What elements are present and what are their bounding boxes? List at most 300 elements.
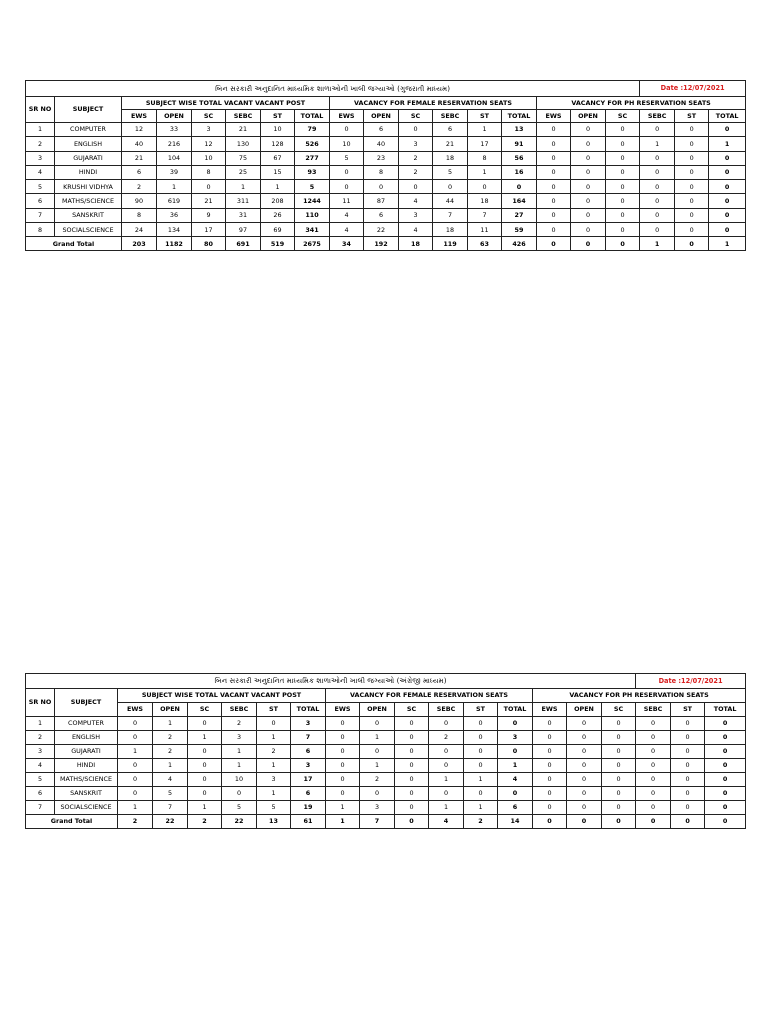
value-cell: 0 xyxy=(606,123,640,137)
subject-header: SUBJECT xyxy=(55,97,122,123)
table-row xyxy=(26,787,746,801)
value-cell: 1 xyxy=(468,123,502,137)
value-cell: 0 xyxy=(602,759,636,773)
value-cell: 31 xyxy=(226,208,261,222)
column-header-total: TOTAL xyxy=(295,110,330,123)
value-cell: 1 xyxy=(464,801,498,815)
total-cell: 91 xyxy=(502,137,537,151)
column-header-row xyxy=(26,703,746,717)
value-cell: 311 xyxy=(226,194,261,208)
value-cell: 0 xyxy=(257,717,291,731)
value-cell: 0 xyxy=(468,180,502,194)
table-row xyxy=(26,137,746,151)
grand-total-cell: 2675 xyxy=(295,237,330,251)
value-cell: 0 xyxy=(671,773,705,787)
grand-total-cell: 691 xyxy=(226,237,261,251)
value-cell: 0 xyxy=(636,759,671,773)
value-cell: 1 xyxy=(464,773,498,787)
grand-total-cell: 22 xyxy=(153,815,188,829)
value-cell: 0 xyxy=(533,717,567,731)
value-cell: 0 xyxy=(671,759,705,773)
column-header-sc: SC xyxy=(395,703,429,717)
sr-no-header: SR NO xyxy=(26,689,55,717)
grand-total-cell: 1182 xyxy=(157,237,192,251)
value-cell: 1 xyxy=(222,745,257,759)
value-cell: 0 xyxy=(188,759,222,773)
value-cell: 1 xyxy=(360,731,395,745)
total-cell: 27 xyxy=(502,208,537,222)
value-cell: 0 xyxy=(671,801,705,815)
value-cell: 3 xyxy=(399,208,433,222)
value-cell: 0 xyxy=(675,137,709,151)
grand-total-cell: 2 xyxy=(118,815,153,829)
value-cell: 0 xyxy=(567,787,602,801)
table-row xyxy=(26,180,746,194)
value-cell: 8 xyxy=(192,165,226,179)
column-header-sebc: SEBC xyxy=(640,110,675,123)
value-cell: 0 xyxy=(567,717,602,731)
column-header-total: TOTAL xyxy=(709,110,746,123)
grand-total-cell: 0 xyxy=(571,237,606,251)
sr-no-cell: 7 xyxy=(26,208,55,222)
grand-total-cell: 0 xyxy=(675,237,709,251)
value-cell: 21 xyxy=(226,123,261,137)
subject-cell: ENGLISH xyxy=(55,731,118,745)
total-cell: 4 xyxy=(498,773,533,787)
value-cell: 134 xyxy=(157,223,192,237)
value-cell: 4 xyxy=(399,223,433,237)
value-cell: 17 xyxy=(192,223,226,237)
value-cell: 2 xyxy=(399,151,433,165)
sr-no-cell: 2 xyxy=(26,137,55,151)
value-cell: 0 xyxy=(675,208,709,222)
value-cell: 0 xyxy=(602,717,636,731)
value-cell: 0 xyxy=(606,194,640,208)
value-cell: 0 xyxy=(640,151,675,165)
value-cell: 12 xyxy=(122,123,157,137)
value-cell: 5 xyxy=(153,787,188,801)
total-cell: 277 xyxy=(295,151,330,165)
table-row xyxy=(26,731,746,745)
grand-total-cell: 192 xyxy=(364,237,399,251)
value-cell: 0 xyxy=(602,801,636,815)
total-cell: 19 xyxy=(291,801,326,815)
column-header-ews: EWS xyxy=(330,110,364,123)
value-cell: 6 xyxy=(433,123,468,137)
value-cell: 0 xyxy=(464,787,498,801)
value-cell: 0 xyxy=(640,194,675,208)
value-cell: 1 xyxy=(118,801,153,815)
grand-total-cell: 7 xyxy=(360,815,395,829)
value-cell: 0 xyxy=(118,773,153,787)
report-date: Date :12/07/2021 xyxy=(636,674,746,689)
value-cell: 69 xyxy=(261,223,295,237)
value-cell: 1 xyxy=(188,731,222,745)
total-cell: 0 xyxy=(705,773,746,787)
total-cell: 79 xyxy=(295,123,330,137)
table-row xyxy=(26,801,746,815)
value-cell: 2 xyxy=(153,731,188,745)
column-header-sc: SC xyxy=(602,703,636,717)
value-cell: 0 xyxy=(395,731,429,745)
value-cell: 0 xyxy=(636,717,671,731)
value-cell: 21 xyxy=(122,151,157,165)
value-cell: 0 xyxy=(326,717,360,731)
value-cell: 2 xyxy=(399,165,433,179)
value-cell: 0 xyxy=(671,745,705,759)
subject-cell: COMPUTER xyxy=(55,717,118,731)
grand-total-cell: 0 xyxy=(395,815,429,829)
value-cell: 0 xyxy=(533,773,567,787)
column-header-total: TOTAL xyxy=(502,110,537,123)
value-cell: 0 xyxy=(533,787,567,801)
total-cell: 56 xyxy=(502,151,537,165)
total-cell: 0 xyxy=(705,717,746,731)
subject-cell: HINDI xyxy=(55,165,122,179)
total-cell: 7 xyxy=(291,731,326,745)
subject-cell: GUJARATI xyxy=(55,745,118,759)
value-cell: 40 xyxy=(364,137,399,151)
value-cell: 18 xyxy=(433,151,468,165)
value-cell: 0 xyxy=(571,137,606,151)
value-cell: 1 xyxy=(360,759,395,773)
value-cell: 15 xyxy=(261,165,295,179)
column-header-sebc: SEBC xyxy=(433,110,468,123)
value-cell: 75 xyxy=(226,151,261,165)
column-header-row xyxy=(26,110,746,123)
value-cell: 23 xyxy=(364,151,399,165)
table-row xyxy=(26,151,746,165)
value-cell: 9 xyxy=(192,208,226,222)
column-header-sc: SC xyxy=(188,703,222,717)
value-cell: 1 xyxy=(640,137,675,151)
column-header-open: OPEN xyxy=(157,110,192,123)
value-cell: 0 xyxy=(636,731,671,745)
value-cell: 0 xyxy=(675,151,709,165)
total-cell: 3 xyxy=(291,717,326,731)
grand-total-row xyxy=(26,815,746,829)
subject-cell: GUJARATI xyxy=(55,151,122,165)
value-cell: 128 xyxy=(261,137,295,151)
value-cell: 0 xyxy=(571,208,606,222)
column-header-sebc: SEBC xyxy=(636,703,671,717)
value-cell: 1 xyxy=(188,801,222,815)
value-cell: 0 xyxy=(360,717,395,731)
sr-no-cell: 4 xyxy=(26,759,55,773)
column-header-ews: EWS xyxy=(122,110,157,123)
value-cell: 4 xyxy=(330,223,364,237)
value-cell: 6 xyxy=(364,123,399,137)
group-header-female: VACANCY FOR FEMALE RESERVATION SEATS xyxy=(326,689,533,703)
column-header-sebc: SEBC xyxy=(222,703,257,717)
vacancy-table-gujarati-medium xyxy=(25,80,746,251)
grand-total-cell: 34 xyxy=(330,237,364,251)
table-row xyxy=(26,745,746,759)
value-cell: 0 xyxy=(395,773,429,787)
value-cell: 2 xyxy=(257,745,291,759)
column-header-sebc: SEBC xyxy=(429,703,464,717)
table-row xyxy=(26,123,746,137)
total-cell: 341 xyxy=(295,223,330,237)
value-cell: 10 xyxy=(222,773,257,787)
value-cell: 0 xyxy=(571,223,606,237)
column-header-open: OPEN xyxy=(360,703,395,717)
value-cell: 1 xyxy=(118,745,153,759)
value-cell: 0 xyxy=(429,787,464,801)
value-cell: 44 xyxy=(433,194,468,208)
value-cell: 0 xyxy=(118,787,153,801)
value-cell: 67 xyxy=(261,151,295,165)
sr-no-header: SR NO xyxy=(26,97,55,123)
total-cell: 0 xyxy=(709,123,746,137)
value-cell: 1 xyxy=(326,801,360,815)
subject-cell: SANSKRIT xyxy=(55,208,122,222)
value-cell: 0 xyxy=(640,180,675,194)
value-cell: 17 xyxy=(468,137,502,151)
value-cell: 10 xyxy=(192,151,226,165)
value-cell: 0 xyxy=(433,180,468,194)
value-cell: 11 xyxy=(468,223,502,237)
value-cell: 0 xyxy=(360,787,395,801)
value-cell: 0 xyxy=(675,180,709,194)
sr-no-cell: 3 xyxy=(26,745,55,759)
value-cell: 3 xyxy=(399,137,433,151)
total-cell: 0 xyxy=(709,208,746,222)
table-row xyxy=(26,165,746,179)
value-cell: 5 xyxy=(330,151,364,165)
value-cell: 3 xyxy=(222,731,257,745)
grand-total-cell: 0 xyxy=(636,815,671,829)
vacancy-table-english-medium xyxy=(25,673,746,829)
value-cell: 6 xyxy=(122,165,157,179)
value-cell: 0 xyxy=(606,137,640,151)
total-cell: 6 xyxy=(291,787,326,801)
table-title: બિન સરકારી અનુદાનિત માધ્યમિક શાળાઓની ખાલી જગ્યાઓ (ગુજરાતી માધ્યમ) xyxy=(26,81,640,97)
total-cell: 3 xyxy=(291,759,326,773)
value-cell: 0 xyxy=(188,745,222,759)
value-cell: 0 xyxy=(636,745,671,759)
value-cell: 0 xyxy=(671,787,705,801)
value-cell: 7 xyxy=(153,801,188,815)
value-cell: 1 xyxy=(257,731,291,745)
total-cell: 164 xyxy=(502,194,537,208)
value-cell: 0 xyxy=(399,123,433,137)
value-cell: 24 xyxy=(122,223,157,237)
value-cell: 1 xyxy=(222,759,257,773)
column-header-sebc: SEBC xyxy=(226,110,261,123)
grand-total-cell: 2 xyxy=(188,815,222,829)
value-cell: 90 xyxy=(122,194,157,208)
subject-cell: MATHS/SCIENCE xyxy=(55,194,122,208)
value-cell: 21 xyxy=(192,194,226,208)
total-cell: 1 xyxy=(498,759,533,773)
grand-total-cell: 2 xyxy=(464,815,498,829)
value-cell: 0 xyxy=(326,787,360,801)
value-cell: 0 xyxy=(326,745,360,759)
value-cell: 0 xyxy=(567,801,602,815)
grand-total-cell: 1 xyxy=(326,815,360,829)
value-cell: 0 xyxy=(537,123,571,137)
grand-total-cell: 426 xyxy=(502,237,537,251)
value-cell: 0 xyxy=(395,801,429,815)
value-cell: 0 xyxy=(537,223,571,237)
value-cell: 0 xyxy=(537,137,571,151)
value-cell: 1 xyxy=(153,759,188,773)
value-cell: 1 xyxy=(226,180,261,194)
group-header-female: VACANCY FOR FEMALE RESERVATION SEATS xyxy=(330,97,537,110)
value-cell: 2 xyxy=(222,717,257,731)
value-cell: 8 xyxy=(364,165,399,179)
value-cell: 0 xyxy=(636,801,671,815)
value-cell: 5 xyxy=(222,801,257,815)
value-cell: 0 xyxy=(533,731,567,745)
value-cell: 39 xyxy=(157,165,192,179)
value-cell: 0 xyxy=(606,180,640,194)
value-cell: 0 xyxy=(675,123,709,137)
total-cell: 0 xyxy=(709,194,746,208)
value-cell: 11 xyxy=(330,194,364,208)
total-cell: 16 xyxy=(502,165,537,179)
grand-total-cell: 63 xyxy=(468,237,502,251)
column-header-st: ST xyxy=(675,110,709,123)
total-cell: 93 xyxy=(295,165,330,179)
value-cell: 18 xyxy=(468,194,502,208)
value-cell: 0 xyxy=(640,223,675,237)
value-cell: 0 xyxy=(330,165,364,179)
value-cell: 0 xyxy=(602,731,636,745)
grand-total-cell: 1 xyxy=(709,237,746,251)
subject-cell: KRUSHI VIDHYA xyxy=(55,180,122,194)
value-cell: 0 xyxy=(118,717,153,731)
value-cell: 10 xyxy=(330,137,364,151)
value-cell: 7 xyxy=(433,208,468,222)
value-cell: 18 xyxy=(433,223,468,237)
report-date: Date :12/07/2021 xyxy=(640,81,746,97)
sr-no-cell: 6 xyxy=(26,787,55,801)
subject-cell: SOCIALSCIENCE xyxy=(55,801,118,815)
group-header-total-vacant: SUBJECT WISE TOTAL VACANT VACANT POST xyxy=(122,97,330,110)
total-cell: 0 xyxy=(705,801,746,815)
value-cell: 0 xyxy=(330,123,364,137)
grand-total-cell: 0 xyxy=(537,237,571,251)
value-cell: 0 xyxy=(464,717,498,731)
table-row xyxy=(26,223,746,237)
sr-no-cell: 2 xyxy=(26,731,55,745)
sr-no-cell: 7 xyxy=(26,801,55,815)
grand-total-cell: 519 xyxy=(261,237,295,251)
value-cell: 1 xyxy=(429,801,464,815)
column-header-st: ST xyxy=(464,703,498,717)
grand-total-cell: 0 xyxy=(533,815,567,829)
table-row xyxy=(26,208,746,222)
value-cell: 0 xyxy=(395,787,429,801)
table-row xyxy=(26,759,746,773)
value-cell: 3 xyxy=(360,801,395,815)
value-cell: 2 xyxy=(153,745,188,759)
value-cell: 5 xyxy=(433,165,468,179)
value-cell: 0 xyxy=(675,223,709,237)
value-cell: 1 xyxy=(468,165,502,179)
value-cell: 0 xyxy=(118,731,153,745)
column-header-ews: EWS xyxy=(533,703,567,717)
value-cell: 97 xyxy=(226,223,261,237)
value-cell: 0 xyxy=(464,731,498,745)
value-cell: 0 xyxy=(602,787,636,801)
column-header-ews: EWS xyxy=(326,703,360,717)
value-cell: 0 xyxy=(671,717,705,731)
table-title: બિન સરકારી અનુદાનિત માધ્યમિક શાળાઓની ખાલી જગ્યાઓ (અંગ્રેજી માધ્યમ) xyxy=(26,674,636,689)
total-cell: 0 xyxy=(498,745,533,759)
value-cell: 3 xyxy=(192,123,226,137)
column-header-total: TOTAL xyxy=(705,703,746,717)
value-cell: 25 xyxy=(226,165,261,179)
value-cell: 0 xyxy=(606,151,640,165)
column-header-ews: EWS xyxy=(537,110,571,123)
value-cell: 0 xyxy=(537,180,571,194)
value-cell: 104 xyxy=(157,151,192,165)
value-cell: 0 xyxy=(326,731,360,745)
value-cell: 0 xyxy=(567,773,602,787)
value-cell: 1 xyxy=(157,180,192,194)
grand-total-cell: 0 xyxy=(606,237,640,251)
value-cell: 1 xyxy=(153,717,188,731)
value-cell: 4 xyxy=(330,208,364,222)
value-cell: 208 xyxy=(261,194,295,208)
column-header-total: TOTAL xyxy=(498,703,533,717)
value-cell: 1 xyxy=(257,787,291,801)
column-header-open: OPEN xyxy=(571,110,606,123)
value-cell: 0 xyxy=(636,787,671,801)
value-cell: 0 xyxy=(567,759,602,773)
value-cell: 0 xyxy=(567,745,602,759)
value-cell: 130 xyxy=(226,137,261,151)
value-cell: 0 xyxy=(429,759,464,773)
value-cell: 0 xyxy=(571,194,606,208)
table-row xyxy=(26,773,746,787)
value-cell: 0 xyxy=(606,223,640,237)
total-cell: 0 xyxy=(709,151,746,165)
value-cell: 1 xyxy=(257,759,291,773)
value-cell: 33 xyxy=(157,123,192,137)
grand-total-cell: 61 xyxy=(291,815,326,829)
grand-total-row xyxy=(26,237,746,251)
total-cell: 110 xyxy=(295,208,330,222)
grand-total-cell: 0 xyxy=(567,815,602,829)
total-cell: 526 xyxy=(295,137,330,151)
value-cell: 0 xyxy=(222,787,257,801)
subject-cell: HINDI xyxy=(55,759,118,773)
total-cell: 6 xyxy=(498,801,533,815)
group-header-total-vacant: SUBJECT WISE TOTAL VACANT VACANT POST xyxy=(118,689,326,703)
group-header-ph: VACANCY FOR PH RESERVATION SEATS xyxy=(533,689,746,703)
total-cell: 0 xyxy=(709,223,746,237)
value-cell: 2 xyxy=(360,773,395,787)
column-header-st: ST xyxy=(257,703,291,717)
column-header-ews: EWS xyxy=(118,703,153,717)
value-cell: 2 xyxy=(122,180,157,194)
total-cell: 3 xyxy=(498,731,533,745)
value-cell: 0 xyxy=(326,773,360,787)
table-row xyxy=(26,194,746,208)
value-cell: 2 xyxy=(429,731,464,745)
value-cell: 0 xyxy=(364,180,399,194)
value-cell: 6 xyxy=(364,208,399,222)
value-cell: 0 xyxy=(602,773,636,787)
value-cell: 0 xyxy=(636,773,671,787)
total-cell: 5 xyxy=(295,180,330,194)
value-cell: 0 xyxy=(118,759,153,773)
column-header-st: ST xyxy=(261,110,295,123)
